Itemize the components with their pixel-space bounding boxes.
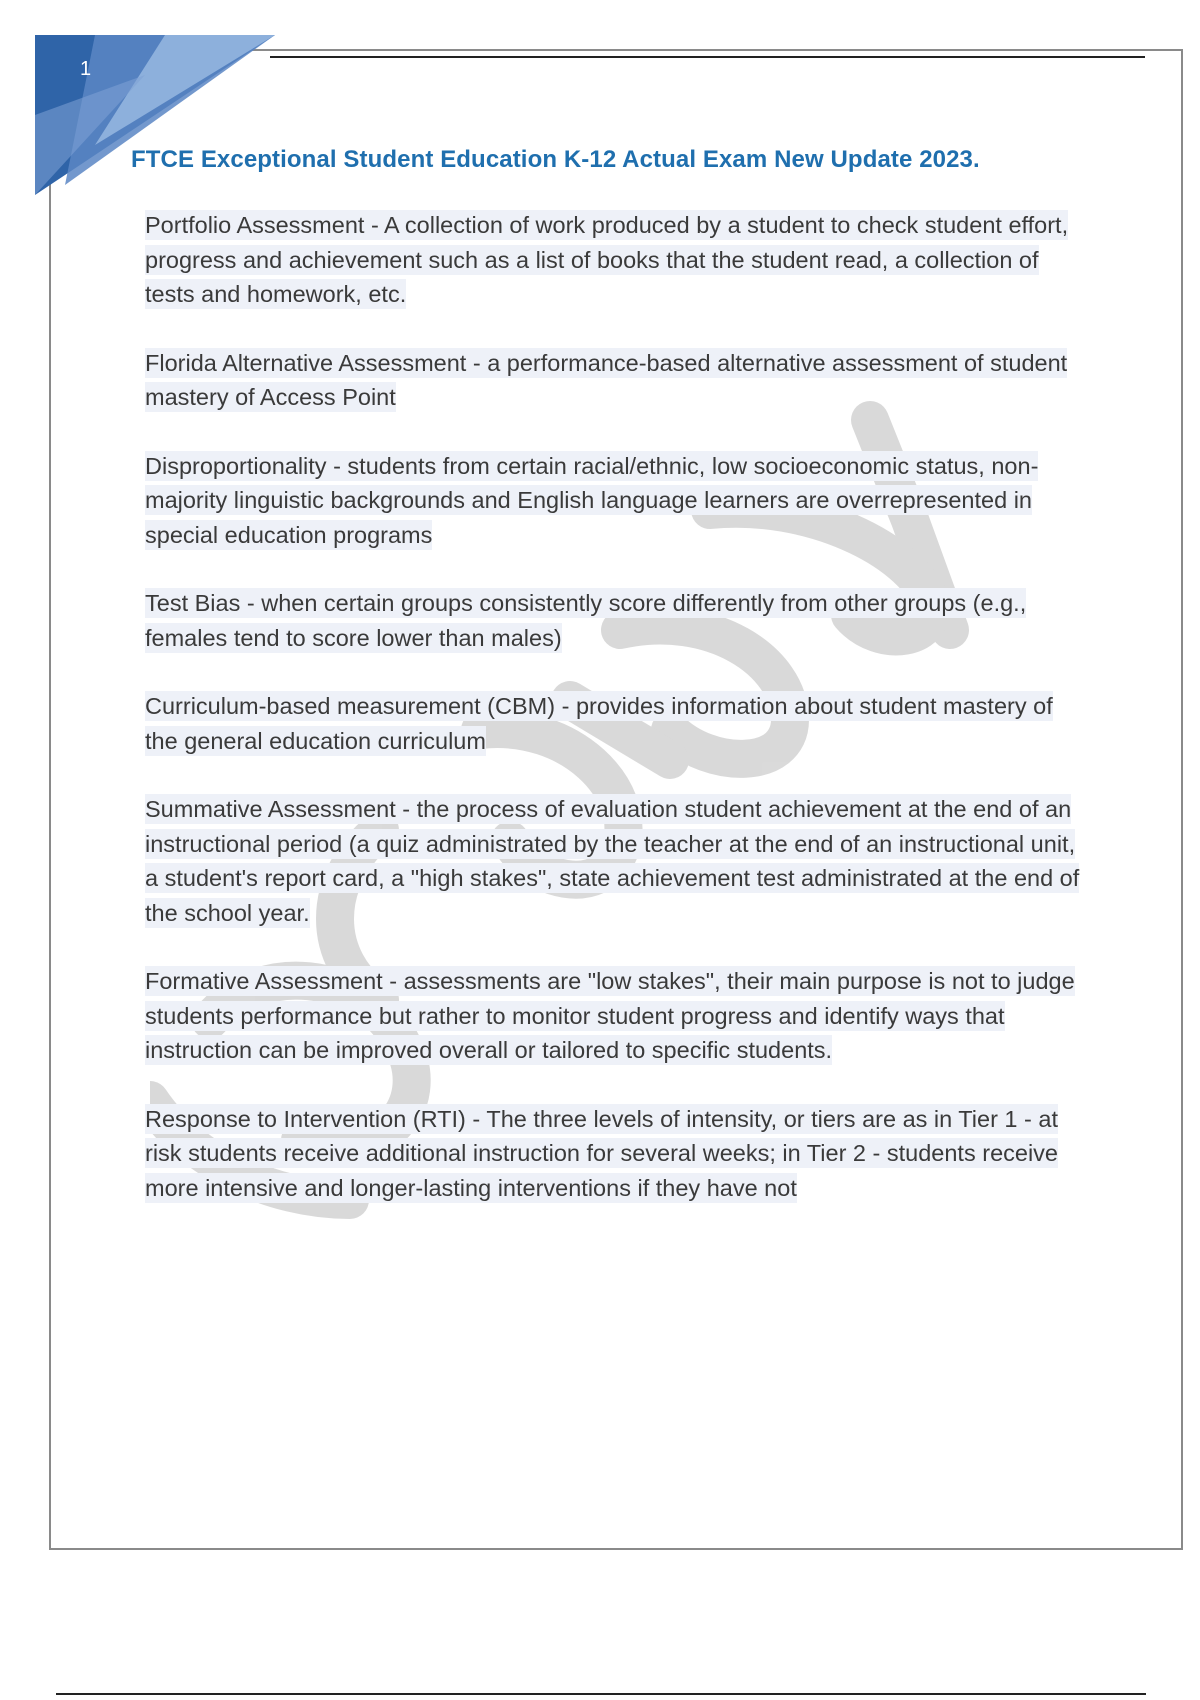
page-number: 1: [80, 58, 92, 80]
entry-text: Curriculum-based measurement (CBM) - provides information about student mastery of the general education curriculum: [145, 693, 1053, 754]
entry-text: Response to Intervention (RTI) - The three levels of intensity, or tiers are as in Tier 1 - at risk students receive additional instruction for several weeks; in Tier 2 - students receive more intensive and longer-lasting interventions if they have not: [145, 1105, 1059, 1201]
glossary-entry: [145, 449, 1090, 553]
glossary-entry: [145, 346, 1090, 415]
entry-text: Formative Assessment - assessments are "low stakes", their main purpose is not to judge students performance but rather to monitor student progress and identify ways that instruction can be improved overall or tailored to specific students.: [145, 968, 1075, 1063]
glossary-entry: [145, 1102, 1090, 1206]
document-title: FTCE Exceptional Student Education K-12 Actual Exam New Update 2023.: [131, 146, 980, 173]
glossary-entry: [145, 689, 1090, 758]
glossary-entry: [145, 964, 1090, 1068]
glossary-entry: [145, 586, 1090, 655]
entry-text: Florida Alternative Assessment - a performance-based alternative assessment of student mastery of Access Point: [145, 349, 1068, 410]
glossary-entry: [145, 792, 1090, 930]
entry-text: Portfolio Assessment - A collection of work produced by a student to check student effort, progress and achievement such as a list of books that the student read, a collection of tests and homework, etc.: [145, 212, 1069, 307]
glossary-entry: [145, 208, 1090, 312]
header-rule: [270, 56, 1145, 58]
entry-text: Test Bias - when certain groups consistently score differently from other groups (e.g., females tend to score lower than males): [145, 590, 1027, 651]
glossary-list: [145, 208, 1090, 1239]
corner-decoration: [35, 35, 275, 205]
entry-text: Disproportionality - students from certain racial/ethnic, low socioeconomic status, non-majority linguistic backgrounds and English language learners are overrepresented in special education programs: [145, 452, 1039, 548]
footer-rule: [56, 1693, 1146, 1695]
entry-text: Summative Assessment - the process of evaluation student achievement at the end of an instructional period (a quiz administrated by the teacher at the end of an instructional unit, a student's report card, a "high stakes", state achievement test administrated at the end of the school year.: [145, 796, 1080, 926]
